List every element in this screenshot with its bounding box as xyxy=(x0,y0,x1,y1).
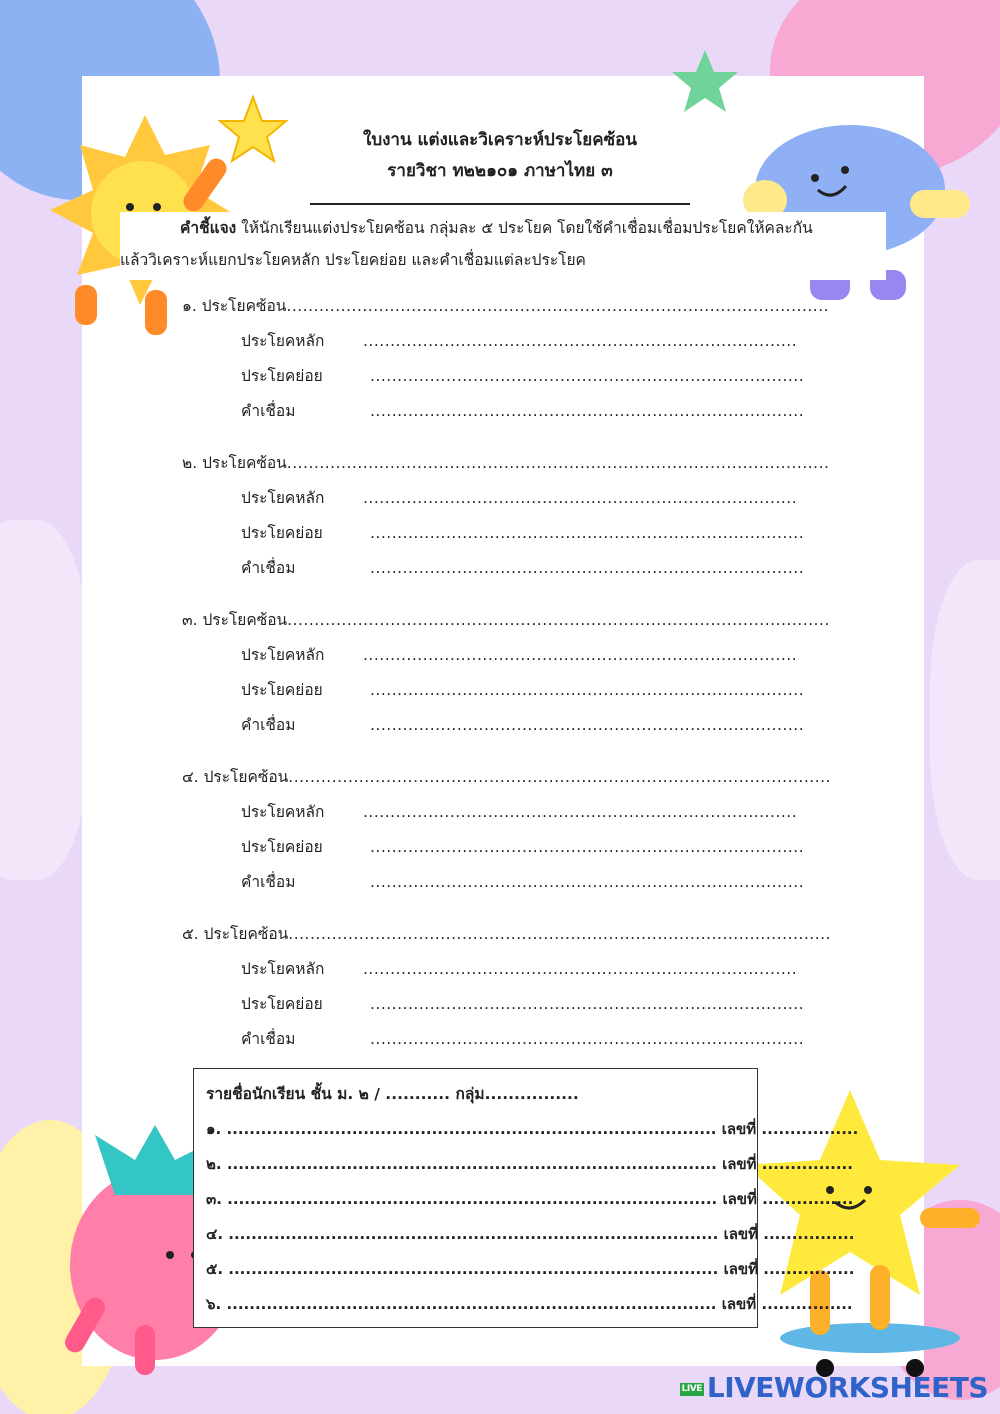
student-name-box xyxy=(193,1068,859,1328)
conj-answer-line[interactable]: ................................................................................ xyxy=(370,559,805,577)
name-box-header: รายชื่อนักเรียน ชั้น ม. ๒ / ........... กลุ่ม................ xyxy=(206,1085,579,1103)
question-4-conj-row xyxy=(241,869,804,894)
worksheet-title: ใบงาน แต่งและวิเคราะห์ประโยคซ้อน xyxy=(363,130,637,150)
main-label: ประโยคหลัก xyxy=(241,646,325,664)
title-underline xyxy=(310,203,690,205)
instruction-text-1: ให้นักเรียนแต่งประโยคซ้อน กลุ่มละ ๕ ประโยค โดยใช้คำเชื่อมเชื่อมประโยคให้คละกัน xyxy=(236,219,813,237)
question-4-main-row xyxy=(241,799,797,824)
question-4-sub-row xyxy=(241,834,804,859)
student-id-field[interactable]: เลขที่ ................ xyxy=(723,1260,855,1278)
green-star-icon xyxy=(670,48,740,114)
question-3 xyxy=(182,607,830,632)
student-name-line[interactable]: ...................................................................................... xyxy=(221,1120,722,1138)
instruction-heading: คำชี้แจง xyxy=(180,219,237,237)
question-5-conj-row xyxy=(241,1026,804,1051)
conj-answer-line[interactable]: ................................................................................ xyxy=(370,716,805,734)
student-number: ๕. xyxy=(206,1260,224,1278)
question-5-sub-row xyxy=(241,991,804,1016)
worksheet-subtitle: รายวิชา ท๒๒๑๐๑ ภาษาไทย ๓ xyxy=(387,161,613,181)
sub-label: ประโยคย่อย xyxy=(241,524,323,542)
question-2-conj-row xyxy=(241,555,804,580)
sub-answer-line[interactable]: ................................................................................ xyxy=(370,681,805,699)
conj-answer-line[interactable]: ................................................................................ xyxy=(370,873,805,891)
student-name-line[interactable]: ...................................................................................... xyxy=(221,1190,723,1208)
conj-answer-line[interactable]: ................................................................................ xyxy=(370,402,805,420)
decor-purple-wave xyxy=(0,520,90,880)
question-label: ๒. ประโยคซ้อน xyxy=(182,454,287,472)
main-label: ประโยคหลัก xyxy=(241,960,325,978)
student-name-line[interactable]: ...................................................................................... xyxy=(223,1225,724,1243)
liveworksheets-logo xyxy=(680,1371,988,1404)
question-4 xyxy=(182,764,831,789)
conj-label: คำเชื่อม xyxy=(241,559,296,577)
student-name-line[interactable]: ...................................................................................... xyxy=(223,1260,724,1278)
question-3-main-row xyxy=(241,642,797,667)
main-answer-line[interactable]: ................................................................................ xyxy=(363,960,798,978)
conj-label: คำเชื่อม xyxy=(241,1030,296,1048)
sub-label: ประโยคย่อย xyxy=(241,367,323,385)
answer-line[interactable]: .................................................................................................... xyxy=(288,925,831,943)
student-row-1 xyxy=(206,1117,858,1141)
main-answer-line[interactable]: ................................................................................ xyxy=(363,803,798,821)
student-name-line[interactable]: ...................................................................................... xyxy=(221,1295,722,1313)
student-row-3 xyxy=(206,1187,853,1211)
sub-label: ประโยคย่อย xyxy=(241,681,323,699)
instruction-line-2: แล้ววิเคราะห์แยกประโยคหลัก ประโยคย่อย และคำเชื่อมแต่ละประโยค xyxy=(120,251,586,269)
sub-answer-line[interactable]: ................................................................................ xyxy=(370,524,805,542)
main-label: ประโยคหลัก xyxy=(241,332,325,350)
student-id-field[interactable]: เลขที่ ................. xyxy=(721,1120,859,1138)
student-number: ๓. xyxy=(206,1190,222,1208)
question-1 xyxy=(182,293,829,318)
student-number: ๖. xyxy=(206,1295,222,1313)
student-name-line[interactable]: ...................................................................................... xyxy=(221,1155,723,1173)
sub-label: ประโยคย่อย xyxy=(241,838,323,856)
student-row-6 xyxy=(206,1292,853,1316)
instructions xyxy=(120,212,886,280)
student-id-field[interactable]: เลขที่ ................ xyxy=(723,1225,855,1243)
conj-answer-line[interactable]: ................................................................................ xyxy=(370,1030,805,1048)
student-number: ๒. xyxy=(206,1155,222,1173)
sub-answer-line[interactable]: ................................................................................ xyxy=(370,838,805,856)
answer-line[interactable]: .................................................................................................... xyxy=(288,768,831,786)
question-label: ๔. ประโยคซ้อน xyxy=(182,768,289,786)
main-answer-line[interactable]: ................................................................................ xyxy=(363,489,798,507)
main-answer-line[interactable]: ................................................................................ xyxy=(363,646,798,664)
question-2 xyxy=(182,450,829,475)
answer-line[interactable]: .................................................................................................... xyxy=(286,454,830,472)
question-2-main-row xyxy=(241,485,797,510)
instruction-line-1 xyxy=(120,212,886,244)
question-label: ๕. ประโยคซ้อน xyxy=(182,925,289,943)
sub-label: ประโยคย่อย xyxy=(241,995,323,1013)
main-label: ประโยคหลัก xyxy=(241,489,325,507)
main-answer-line[interactable]: ................................................................................ xyxy=(363,332,798,350)
question-1-sub-row xyxy=(241,363,804,388)
answer-line[interactable]: .................................................................................................... xyxy=(287,611,830,629)
question-5-main-row xyxy=(241,956,797,981)
student-row-4 xyxy=(206,1222,854,1246)
conj-label: คำเชื่อม xyxy=(241,873,296,891)
student-id-field[interactable]: เลขที่ ................ xyxy=(722,1155,853,1173)
question-3-conj-row xyxy=(241,712,804,737)
sub-answer-line[interactable]: ................................................................................ xyxy=(370,995,805,1013)
question-1-main-row xyxy=(241,328,797,353)
student-number: ๔. xyxy=(206,1225,224,1243)
logo-badge: LIVE xyxy=(681,1383,702,1394)
question-5 xyxy=(182,921,831,946)
answer-line[interactable]: .................................................................................................... xyxy=(286,297,830,315)
logo-text: LIVEWORKSHEETS xyxy=(706,1371,988,1404)
main-label: ประโยคหลัก xyxy=(241,803,325,821)
student-id-field[interactable]: เลขที่ ................ xyxy=(722,1190,854,1208)
student-id-field[interactable]: เลขที่ ................ xyxy=(721,1295,853,1313)
question-label: ๓. ประโยคซ้อน xyxy=(182,611,288,629)
sub-answer-line[interactable]: ................................................................................ xyxy=(370,367,805,385)
student-row-5 xyxy=(206,1257,854,1281)
question-label: ๑. ประโยคซ้อน xyxy=(182,297,287,315)
student-number: ๑. xyxy=(206,1120,222,1138)
question-2-sub-row xyxy=(241,520,804,545)
question-1-conj-row xyxy=(241,398,804,423)
question-3-sub-row xyxy=(241,677,804,702)
student-row-2 xyxy=(206,1152,853,1176)
conj-label: คำเชื่อม xyxy=(241,402,296,420)
decor-right-wave xyxy=(930,560,1000,880)
conj-label: คำเชื่อม xyxy=(241,716,296,734)
